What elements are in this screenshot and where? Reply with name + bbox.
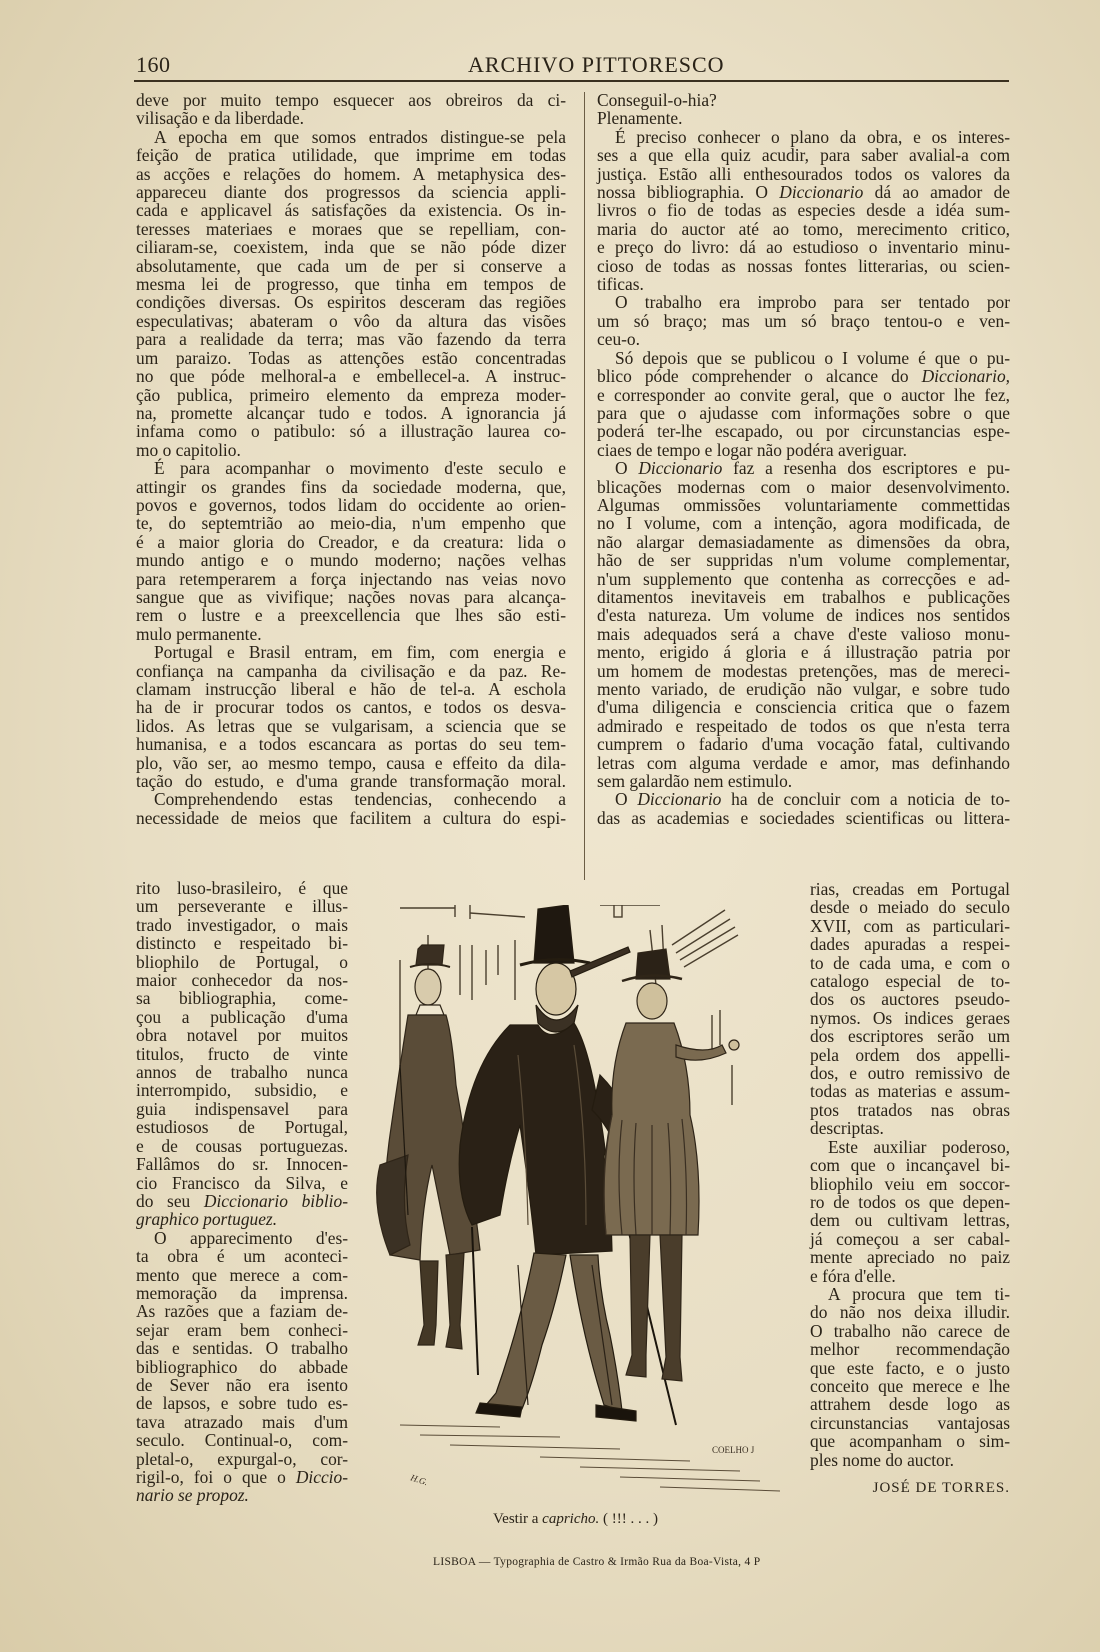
text-line: letras com alguma verdade e amor, mas definhando bbox=[597, 752, 1010, 773]
text-line: e de cousas portuguezas. bbox=[136, 1135, 348, 1156]
printer-imprint: LISBOA — Typographia de Castro & Irmão Rua da Boa-Vista, 4 P bbox=[433, 1556, 761, 1568]
text-line: desde o meiado do seculo bbox=[810, 897, 1010, 918]
text-line: absolutamente, que cada um de per si conserve a bbox=[136, 255, 566, 276]
text-line: bibliographico do abbade bbox=[136, 1356, 348, 1377]
left-column-wrap bbox=[136, 879, 348, 1505]
text-line: um só braço; mas um só braço tentou-o e ven- bbox=[597, 310, 1010, 331]
text-line: ples nome do auctor. bbox=[810, 1449, 954, 1470]
text-line: guia indispensavel para bbox=[136, 1098, 348, 1119]
text-line: attingir os grandes fins da sociedade moderna, que, bbox=[136, 476, 566, 497]
text-line: Algumas ommissões voluntariamente commettidas bbox=[597, 494, 1010, 515]
text-line: dem ou cultivam lettras, bbox=[810, 1210, 1010, 1231]
text-line: maria do auctor até ao tomo, merecimento critico, bbox=[597, 218, 1010, 239]
text-line: appareceu diante dos progressos da sciencia appli- bbox=[136, 182, 566, 203]
text-line: as acções e relações do homem. A metaphysica des- bbox=[136, 163, 566, 184]
text-line: circunstancias vantajosas bbox=[810, 1412, 1010, 1433]
text-line: dades apuradas a respei- bbox=[810, 934, 1010, 955]
text-line: tação do estudo, e d'uma grande transformação moral. bbox=[136, 771, 566, 792]
left-column bbox=[136, 91, 566, 827]
text-line: conceito que merece e lhe bbox=[810, 1375, 1010, 1396]
text-line: mento, erigido á gloria e á illustração patria por bbox=[597, 642, 1010, 663]
engraving-illustration bbox=[360, 905, 800, 1505]
text-line: catalogo especial de to- bbox=[810, 971, 1010, 992]
text-line: d'uma diligencia e consciencia critica que o fazem bbox=[597, 697, 1010, 718]
text-line: sem galardão nem estimulo. bbox=[597, 771, 793, 792]
text-line: infama como o patibulo: só a illustração laurea co- bbox=[136, 421, 566, 442]
text-line: A epocha em que somos entrados distingue-se pela bbox=[154, 126, 566, 147]
text-run: O bbox=[615, 458, 639, 479]
text-line: lidos. As letras que se vulgarisam, a sciencia que se bbox=[136, 715, 566, 736]
text-line: e preço do livro: dá ao estudioso o inventario minu- bbox=[597, 237, 1010, 258]
text-line: ro de todos os que depen- bbox=[810, 1191, 1010, 1212]
book-title: Diccionario bbox=[779, 182, 864, 203]
text-line: ditamentos inevitaveis em trabalhos e publicações bbox=[597, 586, 1010, 607]
text-line: titulos, fructo de vinte bbox=[136, 1043, 348, 1064]
text-line: mundo antigo e o mundo moderno; nações velhas bbox=[136, 550, 566, 571]
text-line: dos os auctores pseudo- bbox=[810, 989, 1010, 1010]
text-line: d'esta natureza. Um volume de indices nos sentidos bbox=[597, 605, 1010, 626]
text-line: com que o incançavel bi- bbox=[810, 1155, 1010, 1176]
text-line: interrompido, subsidio, e bbox=[136, 1080, 348, 1101]
text-line: de Sever não era isento bbox=[136, 1374, 348, 1395]
text-line: confiança na campanha da civilisação e da paz. Re- bbox=[136, 660, 566, 681]
right-column bbox=[597, 91, 1010, 827]
text-line: para que o ajudasse com informações sobre o que bbox=[597, 402, 1010, 423]
text-line: pela ordem dos appelli- bbox=[810, 1044, 1010, 1065]
text-line: no que póde melhoral-a e embellecel-a. A instruc- bbox=[136, 366, 566, 387]
text-run: rigil-o, foi o que o bbox=[136, 1467, 296, 1487]
text-line: mento variado, de erudição não vulgar, e sobre tudo bbox=[597, 679, 1010, 699]
text-line: tificas. bbox=[597, 274, 644, 295]
text-line: que este facto, e o justo bbox=[810, 1357, 1010, 1378]
text-run: faz a resenha dos escriptores e pu- bbox=[722, 458, 1010, 479]
text-line: no I volume, com a intenção, agora modificada, de bbox=[597, 513, 1010, 534]
text-line: humanisa, e a todos escancara as portas do seu tem- bbox=[136, 734, 566, 755]
text-line: rito luso-brasileiro, é que bbox=[136, 878, 348, 898]
text-line: Portugal e Brasil entram, em fim, com energia e bbox=[154, 642, 566, 663]
text-line: n'um supplemento que contenha as correcções e ad- bbox=[597, 568, 1010, 589]
text-line: já começou a ser cabal- bbox=[810, 1228, 1010, 1249]
text-line: teresses materiaes e moraes que se repelliam, con- bbox=[136, 218, 566, 239]
text-line: tava atrazado mais d'um bbox=[136, 1411, 348, 1432]
book-title: Diccionario bbox=[637, 789, 722, 810]
text-line bbox=[597, 183, 1010, 201]
text-line: não alargar demasiadamente as dimensões da obra, bbox=[597, 531, 1010, 552]
text-line: Conseguil-o-hia? bbox=[597, 90, 717, 110]
text-line: é a maior gloria do Creador, e da creatura: lida o bbox=[136, 531, 566, 552]
text-line: na, promette alcançar tudo e todos. A ignorancia já bbox=[136, 402, 566, 423]
text-line: pletal-o, expurgal-o, cor- bbox=[136, 1448, 348, 1469]
text-line: sejar eram bem conheci- bbox=[136, 1319, 348, 1340]
text-line: XVII, com as particulari- bbox=[810, 915, 1010, 936]
text-line: Fallâmos do sr. Innocen- bbox=[136, 1154, 348, 1175]
text-line bbox=[597, 367, 1010, 385]
text-line: um perseverante e illus- bbox=[136, 896, 348, 917]
text-line: seculo. Continual-o, com- bbox=[136, 1430, 348, 1451]
text-line: sa bibliographia, come- bbox=[136, 988, 348, 1009]
text-line: mais adequados será a chave d'este valioso monu- bbox=[597, 623, 1010, 644]
text-line: e corresponder ao convite geral, que o auctor lhe fez, bbox=[597, 384, 1010, 405]
text-line: çou a publicação d'uma bbox=[136, 1006, 348, 1027]
text-line: cada e applicavel ás satisfações da existencia. Os in- bbox=[136, 200, 566, 221]
text-run: O bbox=[615, 789, 638, 810]
text-line: ta obra é um aconteci- bbox=[136, 1246, 348, 1267]
text-line: obra notavel por muitos bbox=[136, 1025, 348, 1046]
text-line: sangue que as vivifique; nações novas para alcança- bbox=[136, 586, 566, 607]
text-line: cumprem o fadario d'uma vocação fatal, cultivando bbox=[597, 734, 1010, 755]
text-line: um paraizo. Todas as attenções estão concentradas bbox=[136, 347, 566, 368]
text-line bbox=[136, 1468, 348, 1486]
text-run: ha de concluir com a noticia de to- bbox=[721, 789, 1010, 810]
text-line: necessidade de meios que facilitem a cultura do espi- bbox=[136, 807, 566, 828]
text-line: povos e governos, todos lidam do occidente ao orien- bbox=[136, 494, 566, 515]
text-line: distincto e respeitado bi- bbox=[136, 933, 348, 954]
text-line: maior conhecedor da nos- bbox=[136, 970, 348, 991]
text-line: das as academias e sociedades scientificas ou littera- bbox=[597, 807, 1010, 828]
text-line: bliophilo veiu em soccor- bbox=[810, 1173, 1010, 1194]
text-line: justiça. Estão alli enthesourados todos os valores da bbox=[597, 163, 1010, 184]
book-title: Diccionario biblio- bbox=[203, 1190, 348, 1211]
text-line: de lapsos, e sobre tudo es- bbox=[136, 1393, 348, 1414]
text-line: Comprehendendo estas tendencias, conhecendo a bbox=[154, 789, 566, 810]
text-line: livros o fio de todas as especies desde a idéa sum- bbox=[597, 200, 1010, 221]
text-line: para a realidade da terra; mas vão fazendo da terra bbox=[136, 329, 566, 350]
engraver-mark-right: COELHO J bbox=[712, 1445, 755, 1455]
text-line: O apparecimento d'es- bbox=[154, 1227, 348, 1248]
text-line: Este auxiliar poderoso, bbox=[828, 1136, 1010, 1157]
text-line: ptos tratados nas obras bbox=[810, 1099, 1010, 1120]
page-number: 160 bbox=[136, 52, 171, 77]
text-line bbox=[597, 790, 1010, 808]
book-title: Diccionario, bbox=[921, 366, 1010, 387]
text-line: do não nos deixa illudir. bbox=[810, 1302, 1010, 1323]
text-line: ciaes de tempo e logar não podéra averiguar. bbox=[597, 439, 907, 460]
text-line: ha de ir procurar todos os cantos, e todos os desva- bbox=[136, 697, 566, 718]
text-line: estudiosos de Portugal, bbox=[136, 1117, 348, 1138]
text-line: que acompanham o sim- bbox=[810, 1431, 1010, 1452]
text-line: e fóra d'elle. bbox=[810, 1265, 896, 1286]
text-line: mesma lei de progresso, que tinha em tempos de bbox=[136, 274, 566, 295]
column-rule bbox=[584, 92, 585, 880]
text-line: poderá ter-lhe escapado, ou por circunstancias espe- bbox=[597, 421, 1010, 442]
text-line: cioso de todas as nossas fontes litterarias, ou scien- bbox=[597, 255, 1010, 276]
header-rule bbox=[134, 80, 1009, 82]
text-run: dá ao amador de bbox=[863, 182, 1011, 203]
running-title: ARCHIVO PITTORESCO bbox=[468, 52, 725, 77]
book-title: Diccio- bbox=[295, 1467, 348, 1487]
caption-italic: capricho. bbox=[542, 1511, 600, 1527]
text-line: das e sentidas. O trabalho bbox=[136, 1338, 348, 1359]
text-line: to de cada uma, e com o bbox=[810, 952, 1010, 973]
text-line: Plenamente. bbox=[597, 108, 683, 129]
text-line: admirado e respeitado de todos os que n'esta terra bbox=[597, 715, 1010, 736]
ground-hatching bbox=[400, 1425, 780, 1491]
book-title: Diccionario bbox=[638, 458, 723, 479]
text-run: do seu bbox=[136, 1190, 204, 1211]
text-run: blico póde comprehender o alcance do bbox=[597, 366, 922, 387]
author-signature: JOSÉ DE TORRES. bbox=[872, 1480, 1010, 1496]
text-line: melhor recommendação bbox=[810, 1339, 1010, 1360]
text-line: te, do septemtrião ao meio-dia, n'um empenho que bbox=[136, 513, 566, 534]
text-line: um homem de modestas pretenções, mas de mereci- bbox=[597, 660, 1010, 681]
caption-prefix: Vestir a bbox=[493, 1511, 543, 1527]
text-line: ses a que ella quiz acudir, para saber avalial-a com bbox=[597, 145, 1010, 166]
text-line: especulativas; abateram o vôo da altura das visões bbox=[136, 310, 566, 331]
text-line: plo, vão ser, ao mesmo tempo, causa e effeito da dila- bbox=[136, 752, 566, 773]
text-line: rem o lustre e a preexcellencia que lhes são esti- bbox=[136, 605, 566, 626]
text-line: As razões que a faziam de- bbox=[136, 1301, 348, 1322]
text-line: nymos. Os indices geraes bbox=[810, 1007, 1010, 1028]
text-line: deve por muito tempo esquecer aos obreiros da ci- bbox=[136, 90, 566, 110]
text-line: blicações modernas com o maior desenvolvimento. bbox=[597, 476, 1010, 497]
text-line bbox=[597, 459, 1010, 477]
text-line: memoração da imprensa. bbox=[136, 1282, 348, 1303]
text-line: todas as materias e assum- bbox=[810, 1081, 1010, 1102]
text-line: É para acompanhar o movimento d'este seculo e bbox=[154, 458, 566, 479]
text-run: nossa bibliographia. O bbox=[597, 182, 780, 203]
book-title: graphico portuguez. bbox=[136, 1209, 278, 1230]
figure-right-man bbox=[604, 949, 739, 1381]
text-line: feição de pratica utilidade, que imprime em todas bbox=[136, 145, 566, 166]
text-line: annos de trabalho nunca bbox=[136, 1062, 348, 1083]
text-line: trado investigador, o mais bbox=[136, 914, 348, 935]
text-line: mo o capitolio. bbox=[136, 439, 241, 460]
illustration-caption bbox=[493, 1511, 658, 1528]
text-line: mente apreciado no paiz bbox=[810, 1247, 1010, 1268]
text-line: O trabalho era improbo para ser tentado por bbox=[615, 292, 1010, 313]
text-line: A procura que tem ti- bbox=[828, 1283, 1010, 1304]
text-line: ção publica, primeiro elemento da empreza moder- bbox=[136, 384, 566, 405]
text-line bbox=[136, 1192, 348, 1210]
book-title: nario se propoz. bbox=[136, 1485, 249, 1506]
text-line bbox=[136, 1210, 348, 1228]
text-line: mento que merece a com- bbox=[136, 1264, 348, 1285]
text-line: bliophilo de Portugal, o bbox=[136, 951, 348, 972]
right-column-wrap bbox=[810, 880, 1010, 1497]
text-line: clamam instrucção liberal e hão de tel-a. A eschola bbox=[136, 679, 566, 699]
text-line: para retemperarem a força injectando nas veias novo bbox=[136, 568, 566, 589]
text-line: ceu-o. bbox=[597, 329, 640, 350]
text-line: É preciso conhecer o plano da obra, e os interes- bbox=[615, 126, 1010, 147]
text-line: attrahem desde logo as bbox=[810, 1394, 1010, 1415]
text-line: vilisação e da liberdade. bbox=[136, 108, 305, 129]
engraver-mark-left: H.G. bbox=[409, 1472, 430, 1488]
text-line: rias, creadas em Portugal bbox=[810, 879, 1010, 899]
text-line bbox=[136, 1486, 348, 1504]
text-line: ciliaram-se, coexistem, inda que se não póde dizer bbox=[136, 237, 566, 258]
text-line: condições diversas. Os espiritos desceram das regiões bbox=[136, 292, 566, 313]
text-line: Só depois que se publicou o I volume é que o pu- bbox=[615, 347, 1010, 368]
text-line: mulo permanente. bbox=[136, 623, 262, 644]
text-line: hão de ser suppridas n'um volume complementar, bbox=[597, 550, 1010, 571]
text-line: dos escriptores serão um bbox=[810, 1026, 1010, 1047]
caption-suffix: ( !!! . . . ) bbox=[599, 1511, 658, 1527]
text-line: descriptas. bbox=[810, 1118, 884, 1139]
text-line: dos, e outro remissivo de bbox=[810, 1063, 1010, 1084]
text-line: cio Francisco da Silva, e bbox=[136, 1172, 348, 1193]
text-line: O trabalho não carece de bbox=[810, 1320, 1010, 1341]
